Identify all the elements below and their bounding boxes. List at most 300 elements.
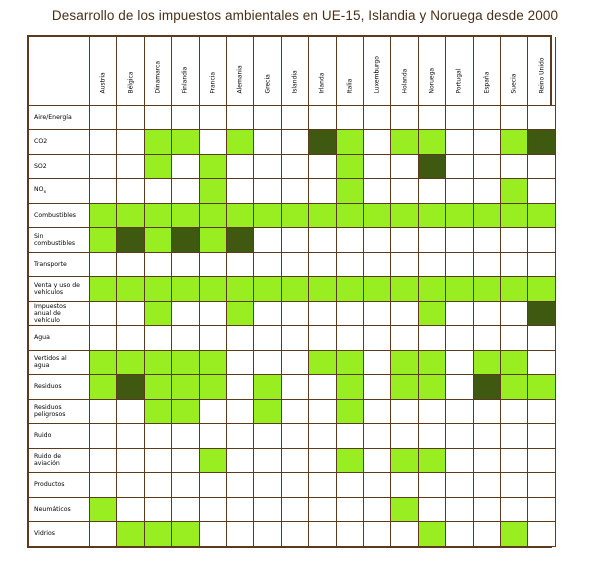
cell-light-green bbox=[419, 277, 446, 302]
cell-empty bbox=[391, 155, 418, 180]
cell-empty bbox=[337, 228, 364, 253]
country-label: Finlandia bbox=[181, 66, 189, 94]
cell-empty bbox=[172, 498, 199, 523]
cell-empty bbox=[337, 302, 364, 327]
cell-light-green bbox=[391, 375, 418, 400]
cell-empty bbox=[528, 351, 555, 376]
cell-empty bbox=[309, 302, 336, 327]
column-header-country bbox=[419, 37, 446, 106]
cell-empty bbox=[419, 400, 446, 425]
tax-matrix-table bbox=[27, 35, 552, 548]
cell-light-green bbox=[337, 130, 364, 155]
cell-light-green bbox=[254, 204, 281, 229]
cell-light-green bbox=[474, 204, 501, 229]
cell-empty bbox=[364, 375, 391, 400]
cell-light-green bbox=[419, 522, 446, 547]
cell-empty bbox=[254, 522, 281, 547]
cell-empty bbox=[446, 253, 473, 278]
cell-empty bbox=[200, 302, 227, 327]
row-label: Residuos peligrosos bbox=[29, 400, 90, 425]
cell-light-green bbox=[501, 179, 528, 204]
cell-empty bbox=[227, 179, 254, 204]
cell-light-green bbox=[391, 130, 418, 155]
cell-empty bbox=[227, 155, 254, 180]
cell-light-green bbox=[391, 449, 418, 474]
cell-empty bbox=[419, 424, 446, 449]
cell-empty bbox=[364, 179, 391, 204]
cell-empty bbox=[391, 424, 418, 449]
cell-empty bbox=[309, 473, 336, 498]
cell-light-green bbox=[227, 277, 254, 302]
cell-empty bbox=[337, 424, 364, 449]
cell-empty bbox=[309, 424, 336, 449]
cell-light-green bbox=[200, 351, 227, 376]
cell-empty bbox=[90, 106, 117, 130]
cell-light-green bbox=[90, 277, 117, 302]
cell-dark-green bbox=[309, 130, 336, 155]
row-label: Combustibles bbox=[29, 204, 90, 229]
cell-light-green bbox=[145, 302, 172, 327]
cell-empty bbox=[254, 498, 281, 523]
cell-light-green bbox=[474, 351, 501, 376]
cell-dark-green bbox=[419, 155, 446, 180]
cell-empty bbox=[446, 130, 473, 155]
cell-light-green bbox=[282, 277, 309, 302]
country-label: Portugal bbox=[455, 68, 463, 94]
cell-empty bbox=[309, 228, 336, 253]
cell-light-green bbox=[200, 179, 227, 204]
cell-light-green bbox=[501, 351, 528, 376]
country-label: Dinamarca bbox=[154, 60, 162, 94]
cell-light-green bbox=[364, 204, 391, 229]
cell-empty bbox=[254, 302, 281, 327]
cell-empty bbox=[446, 473, 473, 498]
cell-empty bbox=[474, 130, 501, 155]
cell-empty bbox=[446, 522, 473, 547]
cell-empty bbox=[474, 424, 501, 449]
row-label: Impuestos anual de vehículo bbox=[29, 302, 90, 327]
cell-empty bbox=[364, 302, 391, 327]
cell-light-green bbox=[200, 228, 227, 253]
cell-empty bbox=[172, 326, 199, 351]
row-label: Venta y uso de vehículos bbox=[29, 277, 90, 302]
cell-empty bbox=[364, 351, 391, 376]
cell-empty bbox=[117, 473, 144, 498]
cell-empty bbox=[446, 106, 473, 130]
cell-light-green bbox=[501, 204, 528, 229]
cell-light-green bbox=[337, 400, 364, 425]
cell-empty bbox=[364, 106, 391, 130]
cell-light-green bbox=[117, 522, 144, 547]
cell-empty bbox=[501, 498, 528, 523]
cell-empty bbox=[337, 473, 364, 498]
cell-empty bbox=[90, 302, 117, 327]
cell-empty bbox=[282, 228, 309, 253]
cell-empty bbox=[282, 522, 309, 547]
cell-empty bbox=[391, 473, 418, 498]
cell-dark-green bbox=[227, 228, 254, 253]
cell-empty bbox=[117, 155, 144, 180]
cell-light-green bbox=[528, 204, 555, 229]
cell-light-green bbox=[145, 400, 172, 425]
cell-light-green bbox=[501, 375, 528, 400]
cell-empty bbox=[90, 522, 117, 547]
cell-empty bbox=[254, 130, 281, 155]
column-header-country bbox=[446, 37, 473, 106]
row-label: Neumáticos bbox=[29, 498, 90, 523]
cell-light-green bbox=[172, 204, 199, 229]
cell-empty bbox=[391, 106, 418, 130]
country-label: Bélgica bbox=[127, 71, 135, 94]
cell-empty bbox=[172, 106, 199, 130]
cell-light-green bbox=[501, 522, 528, 547]
cell-dark-green bbox=[528, 130, 555, 155]
column-header-country bbox=[254, 37, 281, 106]
cell-empty bbox=[145, 179, 172, 204]
cell-light-green bbox=[309, 351, 336, 376]
column-header-country bbox=[474, 37, 501, 106]
cell-empty bbox=[446, 155, 473, 180]
cell-light-green bbox=[254, 375, 281, 400]
cell-empty bbox=[117, 253, 144, 278]
cell-empty bbox=[501, 400, 528, 425]
cell-empty bbox=[474, 498, 501, 523]
cell-empty bbox=[391, 326, 418, 351]
cell-empty bbox=[446, 326, 473, 351]
country-label: Suecia bbox=[510, 73, 518, 94]
cell-empty bbox=[282, 351, 309, 376]
row-label: Transporte bbox=[29, 253, 90, 278]
cell-empty bbox=[117, 130, 144, 155]
column-header-country bbox=[364, 37, 391, 106]
cell-empty bbox=[419, 253, 446, 278]
row-label: $NO_x$ bbox=[29, 179, 90, 204]
cell-empty bbox=[200, 253, 227, 278]
column-header-country bbox=[227, 37, 254, 106]
cell-light-green bbox=[200, 155, 227, 180]
country-label: Noruega bbox=[428, 67, 436, 94]
cell-light-green bbox=[90, 204, 117, 229]
cell-empty bbox=[282, 375, 309, 400]
cell-empty bbox=[282, 253, 309, 278]
cell-light-green bbox=[200, 204, 227, 229]
country-label: Grecia bbox=[264, 74, 272, 94]
cell-light-green bbox=[117, 277, 144, 302]
cell-light-green bbox=[227, 130, 254, 155]
cell-light-green bbox=[391, 351, 418, 376]
cell-light-green bbox=[145, 204, 172, 229]
cell-empty bbox=[117, 179, 144, 204]
cell-light-green bbox=[391, 204, 418, 229]
cell-light-green bbox=[200, 277, 227, 302]
cell-empty bbox=[90, 179, 117, 204]
cell-empty bbox=[90, 326, 117, 351]
cell-empty bbox=[364, 326, 391, 351]
cell-empty bbox=[446, 228, 473, 253]
cell-light-green bbox=[337, 155, 364, 180]
cell-light-green bbox=[117, 204, 144, 229]
cell-light-green bbox=[309, 277, 336, 302]
cell-empty bbox=[474, 522, 501, 547]
cell-empty bbox=[200, 130, 227, 155]
cell-empty bbox=[227, 106, 254, 130]
cell-empty bbox=[364, 130, 391, 155]
column-header-country bbox=[528, 37, 555, 106]
cell-light-green bbox=[145, 277, 172, 302]
cell-empty bbox=[364, 473, 391, 498]
cell-empty bbox=[474, 449, 501, 474]
cell-empty bbox=[254, 155, 281, 180]
cell-empty bbox=[282, 424, 309, 449]
cell-empty bbox=[282, 498, 309, 523]
cell-empty bbox=[227, 326, 254, 351]
cell-empty bbox=[309, 106, 336, 130]
cell-light-green bbox=[172, 351, 199, 376]
cell-empty bbox=[391, 522, 418, 547]
cell-empty bbox=[501, 449, 528, 474]
cell-light-green bbox=[337, 277, 364, 302]
cell-light-green bbox=[391, 498, 418, 523]
cell-empty bbox=[200, 326, 227, 351]
cell-empty bbox=[501, 473, 528, 498]
cell-empty bbox=[446, 375, 473, 400]
column-header-country bbox=[391, 37, 418, 106]
cell-empty bbox=[309, 253, 336, 278]
cell-light-green bbox=[145, 228, 172, 253]
cell-light-green bbox=[419, 204, 446, 229]
cell-empty bbox=[364, 228, 391, 253]
cell-light-green bbox=[337, 449, 364, 474]
cell-empty bbox=[419, 326, 446, 351]
cell-empty bbox=[528, 522, 555, 547]
column-header-country bbox=[309, 37, 336, 106]
row-label: CO2 bbox=[29, 130, 90, 155]
cell-empty bbox=[254, 473, 281, 498]
cell-light-green bbox=[254, 277, 281, 302]
cell-empty bbox=[90, 130, 117, 155]
country-label: Francia bbox=[209, 71, 217, 94]
cell-light-green bbox=[172, 522, 199, 547]
cell-light-green bbox=[337, 375, 364, 400]
cell-empty bbox=[90, 400, 117, 425]
cell-empty bbox=[528, 155, 555, 180]
cell-empty bbox=[391, 179, 418, 204]
cell-light-green bbox=[419, 375, 446, 400]
cell-empty bbox=[254, 179, 281, 204]
cell-empty bbox=[200, 498, 227, 523]
cell-empty bbox=[337, 498, 364, 523]
cell-empty bbox=[474, 179, 501, 204]
column-header-country bbox=[501, 37, 528, 106]
cell-empty bbox=[309, 179, 336, 204]
cell-empty bbox=[282, 155, 309, 180]
cell-empty bbox=[337, 326, 364, 351]
cell-empty bbox=[364, 253, 391, 278]
cell-light-green bbox=[200, 449, 227, 474]
cell-empty bbox=[90, 473, 117, 498]
cell-empty bbox=[391, 302, 418, 327]
cell-empty bbox=[117, 106, 144, 130]
cell-light-green bbox=[254, 400, 281, 425]
cell-empty bbox=[282, 449, 309, 474]
cell-empty bbox=[254, 351, 281, 376]
cell-empty bbox=[391, 400, 418, 425]
cell-empty bbox=[309, 498, 336, 523]
cell-light-green bbox=[145, 522, 172, 547]
row-label: Vertidos al agua bbox=[29, 351, 90, 376]
cell-empty bbox=[254, 228, 281, 253]
cell-empty bbox=[90, 424, 117, 449]
cell-empty bbox=[391, 253, 418, 278]
cell-empty bbox=[282, 106, 309, 130]
cell-empty bbox=[254, 326, 281, 351]
cell-empty bbox=[446, 424, 473, 449]
cell-light-green bbox=[90, 228, 117, 253]
cell-empty bbox=[528, 253, 555, 278]
cell-empty bbox=[309, 375, 336, 400]
cell-empty bbox=[282, 326, 309, 351]
cell-empty bbox=[145, 498, 172, 523]
cell-empty bbox=[200, 522, 227, 547]
cell-empty bbox=[227, 424, 254, 449]
cell-empty bbox=[446, 179, 473, 204]
cell-light-green bbox=[117, 351, 144, 376]
column-header-country bbox=[90, 37, 117, 106]
cell-empty bbox=[474, 400, 501, 425]
cell-empty bbox=[90, 253, 117, 278]
cell-empty bbox=[90, 449, 117, 474]
cell-empty bbox=[474, 326, 501, 351]
cell-empty bbox=[528, 400, 555, 425]
cell-light-green bbox=[528, 277, 555, 302]
row-label: SO2 bbox=[29, 155, 90, 180]
cell-empty bbox=[474, 473, 501, 498]
cell-dark-green bbox=[528, 302, 555, 327]
cell-empty bbox=[419, 228, 446, 253]
column-header-country bbox=[282, 37, 309, 106]
cell-empty bbox=[117, 302, 144, 327]
row-label: Residuos bbox=[29, 375, 90, 400]
cell-empty bbox=[117, 449, 144, 474]
cell-empty bbox=[282, 130, 309, 155]
table-corner bbox=[29, 37, 90, 106]
cell-light-green bbox=[337, 179, 364, 204]
cell-empty bbox=[117, 400, 144, 425]
cell-empty bbox=[528, 179, 555, 204]
cell-dark-green bbox=[474, 375, 501, 400]
cell-empty bbox=[474, 302, 501, 327]
cell-empty bbox=[282, 179, 309, 204]
cell-empty bbox=[501, 302, 528, 327]
cell-empty bbox=[282, 400, 309, 425]
cell-empty bbox=[117, 498, 144, 523]
cell-empty bbox=[200, 106, 227, 130]
cell-empty bbox=[227, 473, 254, 498]
cell-light-green bbox=[227, 204, 254, 229]
cell-empty bbox=[364, 400, 391, 425]
cell-light-green bbox=[90, 351, 117, 376]
cell-empty bbox=[254, 424, 281, 449]
cell-empty bbox=[309, 449, 336, 474]
cell-empty bbox=[474, 228, 501, 253]
cell-empty bbox=[254, 449, 281, 474]
cell-empty bbox=[145, 326, 172, 351]
cell-empty bbox=[254, 253, 281, 278]
cell-empty bbox=[474, 106, 501, 130]
cell-light-green bbox=[419, 302, 446, 327]
cell-empty bbox=[145, 106, 172, 130]
cell-empty bbox=[172, 253, 199, 278]
cell-empty bbox=[528, 424, 555, 449]
cell-empty bbox=[145, 473, 172, 498]
cell-empty bbox=[419, 498, 446, 523]
cell-light-green bbox=[391, 277, 418, 302]
cell-empty bbox=[501, 106, 528, 130]
cell-empty bbox=[227, 449, 254, 474]
cell-empty bbox=[117, 326, 144, 351]
cell-light-green bbox=[172, 400, 199, 425]
cell-empty bbox=[227, 351, 254, 376]
cell-dark-green bbox=[117, 228, 144, 253]
cell-light-green bbox=[145, 351, 172, 376]
cell-empty bbox=[528, 449, 555, 474]
country-label: Italia bbox=[346, 78, 354, 94]
cell-empty bbox=[528, 106, 555, 130]
cell-light-green bbox=[172, 130, 199, 155]
cell-light-green bbox=[446, 277, 473, 302]
cell-empty bbox=[446, 449, 473, 474]
cell-empty bbox=[364, 424, 391, 449]
cell-empty bbox=[200, 400, 227, 425]
cell-empty bbox=[227, 522, 254, 547]
cell-empty bbox=[528, 326, 555, 351]
cell-light-green bbox=[90, 498, 117, 523]
cell-empty bbox=[172, 179, 199, 204]
cell-light-green bbox=[90, 375, 117, 400]
cell-empty bbox=[145, 424, 172, 449]
cell-light-green bbox=[200, 375, 227, 400]
cell-empty bbox=[254, 106, 281, 130]
cell-empty bbox=[446, 302, 473, 327]
cell-empty bbox=[309, 400, 336, 425]
cell-empty bbox=[419, 106, 446, 130]
cell-light-green bbox=[337, 204, 364, 229]
row-label: Ruido bbox=[29, 424, 90, 449]
cell-empty bbox=[172, 473, 199, 498]
cell-empty bbox=[364, 155, 391, 180]
cell-light-green bbox=[419, 449, 446, 474]
cell-light-green bbox=[309, 204, 336, 229]
row-label: Productos bbox=[29, 473, 90, 498]
cell-empty bbox=[172, 449, 199, 474]
cell-empty bbox=[419, 179, 446, 204]
column-header-country bbox=[172, 37, 199, 106]
cell-empty bbox=[474, 253, 501, 278]
row-label: Vidrios bbox=[29, 522, 90, 547]
country-label: Alemania bbox=[236, 65, 244, 94]
country-label: Austria bbox=[99, 72, 107, 94]
cell-empty bbox=[501, 326, 528, 351]
cell-empty bbox=[172, 302, 199, 327]
column-header-country bbox=[117, 37, 144, 106]
cell-light-green bbox=[282, 204, 309, 229]
country-label: Holanda bbox=[401, 68, 409, 94]
column-header-country bbox=[337, 37, 364, 106]
column-header-country bbox=[200, 37, 227, 106]
cell-light-green bbox=[419, 130, 446, 155]
country-label: Islandia bbox=[291, 70, 299, 94]
cell-light-green bbox=[145, 375, 172, 400]
